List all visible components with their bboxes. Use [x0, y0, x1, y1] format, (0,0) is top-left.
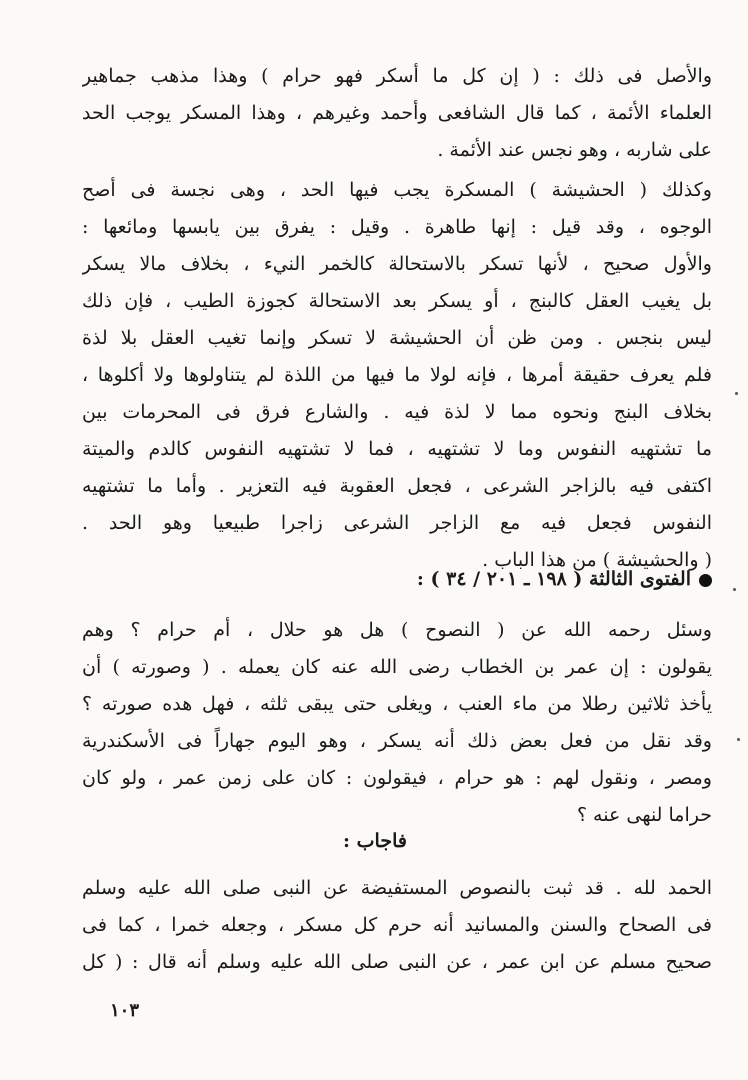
text-line: اكتفى فيه بالزاجر الشرعى ، فجعل العقوبة فيه التعزير . وأما ما تشتهيه	[82, 475, 712, 497]
fatwa-heading	[320, 564, 712, 594]
text-line: ( والحشيشة ) من هذا الباب .	[482, 549, 712, 571]
answer-heading: فاجاب :	[343, 830, 407, 852]
text-line: ومصر ، ونقول لهم : هو حرام ، فيقولون : كان على زمن عمر ، ولو كان	[82, 767, 712, 789]
scan-speck	[735, 392, 738, 395]
text-line: والأول صحيح ، لأنها تسكر بالاستحالة كالخمر النيء ، بخلاف مالا يسكر	[82, 253, 712, 275]
text-line: على شاربه ، وهو نجس عند الأئمة .	[437, 139, 712, 161]
text-line: وكذلك ( الحشيشة ) المسكرة يجب فيها الحد ، وهى نجسة فى أصح	[82, 179, 712, 201]
paragraph-intro	[82, 58, 712, 169]
text-line: بخلاف البنج ونحوه مما لا لذة فيه . والشارع فرق فى المحرمات بين	[82, 401, 712, 423]
text-line: وقد نقل من فعل بعض ذلك أنه يسكر ، وهو اليوم جهاراً فى الأسكندرية	[82, 730, 712, 752]
text-line: ما تشتهيه النفوس وما لا تشتهيه ، فما لا تشتهيه النفوس كالدم والميتة	[82, 438, 712, 460]
paragraph-hashish	[82, 172, 712, 579]
text-line: الوجوه ، وقد قيل : إنها طاهرة . وقيل : يفرق بين يابسها ومائعها :	[82, 216, 712, 238]
page-number: ١٠٣	[110, 1000, 140, 1021]
text-line: الحمد لله . قد ثبت بالنصوص المستفيضة عن النبى صلى الله عليه وسلم	[82, 877, 712, 899]
text-line: ليس بنجس . ومن ظن أن الحشيشة لا تسكر وإنما تغيب العقل بلا لذة	[82, 327, 712, 349]
scan-speck	[733, 588, 736, 591]
scan-speck	[737, 738, 740, 741]
text-line: بل يغيب العقل كالبنج ، أو يسكر بعد الاستحالة كجوزة الطيب ، فإن ذلك	[82, 290, 712, 312]
text-line: النفوس فجعل فيه مع الزاجر الشرعى زاجرا طبيعيا وهو الحد .	[82, 512, 712, 534]
text-line: العلماء الأئمة ، كما قال الشافعى وأحمد وغيرهم ، وهذا المسكر يوجب الحد	[82, 102, 712, 124]
answer-paragraph	[82, 870, 712, 981]
fatwa-heading-text: الفتوى الثالثة ( ١٩٨ ـ ٢٠١ / ٣٤ ) :	[416, 568, 691, 590]
text-line: وسئل رحمه الله عن ( النصوح ) هل هو حلال ، أم حرام ؟ وهم	[82, 619, 712, 641]
text-line: فلم يعرف حقيقة أمرها ، فإنه لولا ما فيها من اللذة لم يتناولوها ولا أكلوها ،	[82, 364, 712, 386]
bullet-icon	[699, 574, 712, 587]
text-line: يقولون : إن عمر بن الخطاب رضى الله عنه كان يعمله . ( وصورته ) أن	[82, 656, 712, 678]
text-line: يأخذ ثلاثين رطلا من ماء العنب ، ويغلى حتى يبقى ثلثه ، فهل هده صورته ؟	[82, 693, 712, 715]
text-line: حراما لنهى عنه ؟	[576, 804, 712, 826]
question-paragraph	[82, 612, 712, 834]
text-line: صحيح مسلم عن ابن عمر ، عن النبى صلى الله عليه وسلم أنه قال : ( كل	[82, 951, 712, 973]
text-line: والأصل فى ذلك : ( إن كل ما أسكر فهو حرام ) وهذا مذهب جماهير	[82, 65, 712, 87]
text-line: فى الصحاح والسنن والمسانيد أنه حرم كل مسكر ، وجعله خمرا ، كما فى	[82, 914, 712, 936]
